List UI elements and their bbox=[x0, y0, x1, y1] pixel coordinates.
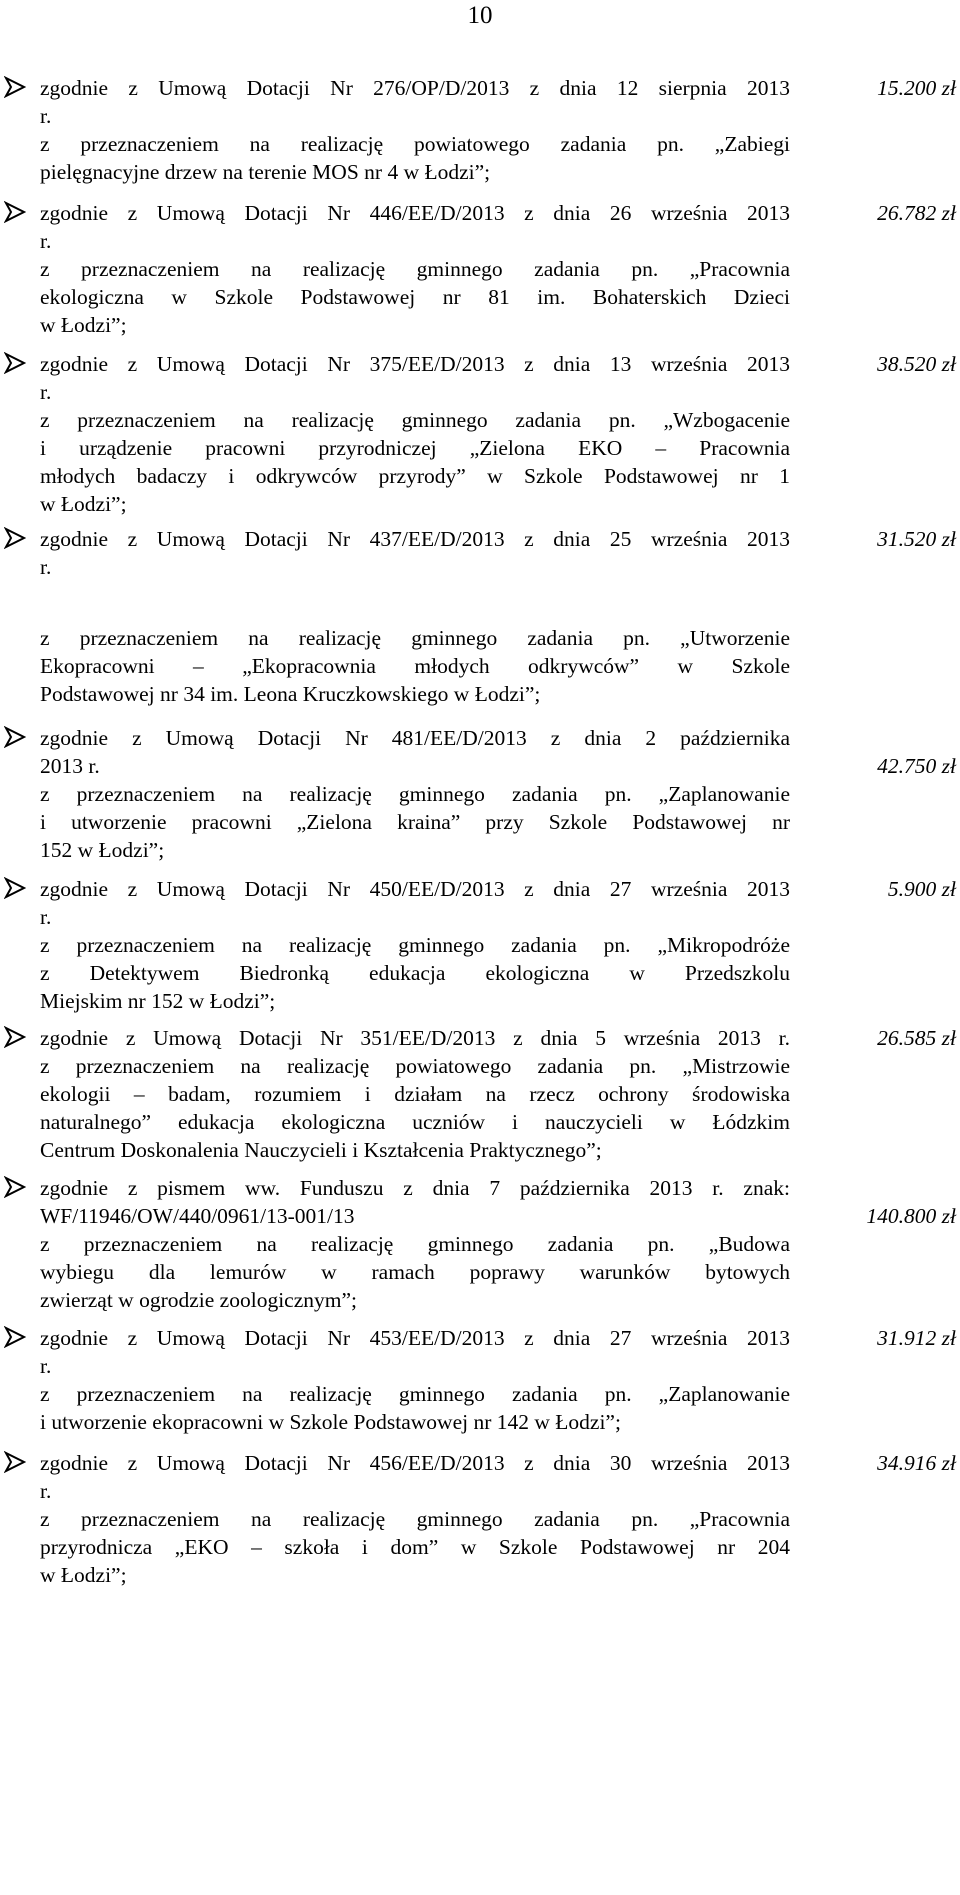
grant-amount: 42.750 zł bbox=[877, 754, 956, 778]
description-line: r. bbox=[40, 555, 52, 579]
grant-description bbox=[40, 1174, 790, 1314]
description-line: Miejskim nr 152 w Łodzi”; bbox=[40, 989, 276, 1013]
description-line: 2013 r. bbox=[40, 754, 100, 778]
arrow-bullet-icon bbox=[4, 1326, 30, 1352]
description-line: w Łodzi”; bbox=[40, 1563, 127, 1587]
arrow-bullet-icon bbox=[4, 527, 30, 553]
grant-amount: 5.900 zł bbox=[887, 877, 956, 901]
arrow-bullet-icon bbox=[4, 201, 30, 227]
description-line: z przeznaczeniem na realizację gminnego zadania pn. „Zaplanowanie bbox=[40, 782, 790, 806]
description-line: naturalnego” edukacja ekologiczna uczniów i nauczycieli w Łódzkim bbox=[40, 1110, 790, 1134]
grant-amount: 15.200 zł bbox=[877, 76, 956, 100]
grant-description bbox=[40, 199, 790, 339]
grant-description bbox=[40, 1324, 790, 1436]
description-line: r. bbox=[40, 1354, 52, 1378]
description-line: Centrum Doskonalenia Nauczycieli i Kształcenia Praktycznego”; bbox=[40, 1138, 602, 1162]
description-line: zgodnie z Umową Dotacji Nr 437/EE/D/2013 z dnia 25 września 2013 bbox=[40, 527, 790, 551]
arrow-bullet-icon bbox=[4, 726, 30, 752]
description-line: zgodnie z Umową Dotacji Nr 446/EE/D/2013 z dnia 26 września 2013 bbox=[40, 201, 790, 225]
description-line: młodych badaczy i odkrywców przyrody” w Szkole Podstawowej nr 1 bbox=[40, 464, 790, 488]
description-line: zwierząt w ogrodzie zoologicznym”; bbox=[40, 1288, 357, 1312]
description-line: ekologiczna w Szkole Podstawowej nr 81 im. Bohaterskich Dzieci bbox=[40, 285, 790, 309]
arrow-bullet-icon bbox=[4, 877, 30, 903]
description-line: w Łodzi”; bbox=[40, 492, 127, 516]
description-line: 152 w Łodzi”; bbox=[40, 838, 165, 862]
grant-amount: 26.782 zł bbox=[877, 201, 956, 225]
description-line: zgodnie z Umową Dotacji Nr 351/EE/D/2013 z dnia 5 września 2013 r. bbox=[40, 1026, 790, 1050]
page-number: 10 bbox=[467, 2, 493, 29]
grant-description bbox=[40, 1449, 790, 1589]
description-line: z przeznaczeniem na realizację gminnego zadania pn. „Pracownia bbox=[40, 1507, 790, 1531]
description-line: wybiegu dla lemurów w ramach poprawy warunków bytowych bbox=[40, 1260, 790, 1284]
description-line: zgodnie z Umową Dotacji Nr 450/EE/D/2013 z dnia 27 września 2013 bbox=[40, 877, 790, 901]
grant-amount: 31.520 zł bbox=[877, 527, 956, 551]
description-line: z przeznaczeniem na realizację gminnego zadania pn. „Wzbogacenie bbox=[40, 408, 790, 432]
description-line: zgodnie z Umową Dotacji Nr 453/EE/D/2013 z dnia 27 września 2013 bbox=[40, 1326, 790, 1350]
description-line: z Detektywem Biedronką edukacja ekologiczna w Przedszkolu bbox=[40, 961, 790, 985]
grant-description bbox=[40, 875, 790, 1015]
description-line: zgodnie z Umową Dotacji Nr 456/EE/D/2013 z dnia 30 września 2013 bbox=[40, 1451, 790, 1475]
grant-amount: 38.520 zł bbox=[877, 352, 956, 376]
grant-description bbox=[40, 624, 790, 708]
description-line: WF/11946/OW/440/0961/13-001/13 bbox=[40, 1204, 355, 1228]
description-line: przyrodnicza „EKO – szkoła i dom” w Szkole Podstawowej nr 204 bbox=[40, 1535, 790, 1559]
grant-amount: 31.912 zł bbox=[877, 1326, 956, 1350]
description-line: ekologii – badam, rozumiem i działam na rzecz ochrony środowiska bbox=[40, 1082, 790, 1106]
description-line: r. bbox=[40, 1479, 52, 1503]
description-line: z przeznaczeniem na realizację gminnego zadania pn. „Utworzenie bbox=[40, 626, 790, 650]
description-line: i utworzenie pracowni „Zielona kraina” przy Szkole Podstawowej nr bbox=[40, 810, 790, 834]
arrow-bullet-icon bbox=[4, 76, 30, 102]
description-line: z przeznaczeniem na realizację powiatowego zadania pn. „Mistrzowie bbox=[40, 1054, 790, 1078]
description-line: r. bbox=[40, 229, 52, 253]
description-line: zgodnie z Umową Dotacji Nr 276/OP/D/2013 z dnia 12 sierpnia 2013 bbox=[40, 76, 790, 100]
description-line: r. bbox=[40, 104, 52, 128]
grant-amount: 34.916 zł bbox=[877, 1451, 956, 1475]
description-line: z przeznaczeniem na realizację gminnego zadania pn. „Mikropodróże bbox=[40, 933, 790, 957]
description-line: z przeznaczeniem na realizację gminnego zadania pn. „Budowa bbox=[40, 1232, 790, 1256]
description-line: Podstawowej nr 34 im. Leona Kruczkowskiego w Łodzi”; bbox=[40, 682, 541, 706]
description-line: zgodnie z Umową Dotacji Nr 481/EE/D/2013 z dnia 2 października bbox=[40, 726, 790, 750]
description-line: r. bbox=[40, 380, 52, 404]
arrow-bullet-icon bbox=[4, 1176, 30, 1202]
grant-amount: 140.800 zł bbox=[866, 1204, 956, 1228]
grant-description bbox=[40, 1024, 790, 1164]
description-line: i utworzenie ekopracowni w Szkole Podstawowej nr 142 w Łodzi”; bbox=[40, 1410, 621, 1434]
description-line: r. bbox=[40, 905, 52, 929]
description-line: Ekopracowni – „Ekopracownia młodych odkrywców” w Szkole bbox=[40, 654, 790, 678]
arrow-bullet-icon bbox=[4, 1451, 30, 1477]
grant-description bbox=[40, 74, 790, 186]
description-line: z przeznaczeniem na realizację gminnego zadania pn. „Zaplanowanie bbox=[40, 1382, 790, 1406]
grant-description bbox=[40, 525, 790, 581]
arrow-bullet-icon bbox=[4, 352, 30, 378]
description-line: zgodnie z Umową Dotacji Nr 375/EE/D/2013 z dnia 13 września 2013 bbox=[40, 352, 790, 376]
arrow-bullet-icon bbox=[4, 1026, 30, 1052]
description-line: z przeznaczeniem na realizację powiatowego zadania pn. „Zabiegi bbox=[40, 132, 790, 156]
description-line: i urządzenie pracowni przyrodniczej „Zielona EKO – Pracownia bbox=[40, 436, 790, 460]
grant-amount: 26.585 zł bbox=[877, 1026, 956, 1050]
description-line: pielęgnacyjne drzew na terenie MOS nr 4 w Łodzi”; bbox=[40, 160, 491, 184]
grant-description bbox=[40, 350, 790, 518]
description-line: w Łodzi”; bbox=[40, 313, 127, 337]
description-line: zgodnie z pismem ww. Funduszu z dnia 7 października 2013 r. znak: bbox=[40, 1176, 790, 1200]
description-line: z przeznaczeniem na realizację gminnego zadania pn. „Pracownia bbox=[40, 257, 790, 281]
grant-description bbox=[40, 724, 790, 864]
